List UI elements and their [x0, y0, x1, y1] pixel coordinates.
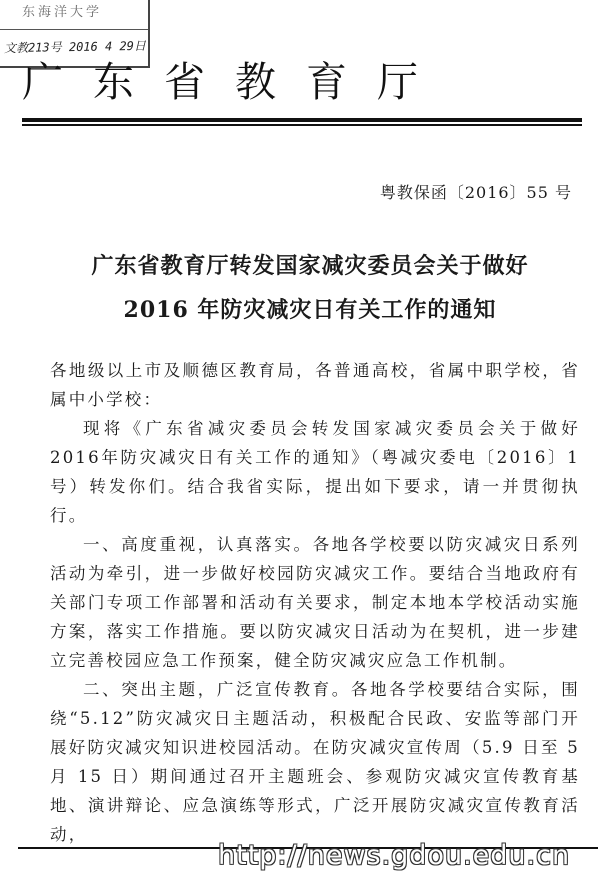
- header-rule-thick: [22, 118, 582, 122]
- paragraph-intro: 现将《广东省减灾委员会转发国家减灾委员会关于做好2016年防灾减灾日有关工作的通知》（粤减灾委电〔2016〕1 号）转发你们。结合我省实际，提出如下要求，请一并贯彻执行。: [50, 419, 580, 525]
- issuer-header: 广东省教育厅: [22, 58, 448, 106]
- title-line-1: 广东省教育厅转发国家减灾委员会关于做好: [91, 253, 529, 279]
- paragraph-item-2: 二、突出主题，广泛宣传教育。各地各学校要结合实际，围绕“5.12”防灾减灾日主题活动，积极配合民政、安监等部门开展好防灾减灾知识进校园活动。在防灾减灾宣传周（5.9 日至 5 月 15 日）期间通过召开主题班会、参观防灾减灾宣传教育基地、演讲辩论、应急演练等形式，广泛开展防灾减灾宣传教育活动，: [50, 680, 580, 844]
- document-body: [50, 356, 580, 849]
- addressee: 各地级以上市及顺德区教育局，各普通高校，省属中职学校，省属中小学校：: [50, 361, 580, 409]
- paragraph-item-1: 一、高度重视，认真落实。各地各学校要以防灾减灾日系列活动为牵引，进一步做好校园防灾减灾工作。要结合当地政府有关部门专项工作部署和活动有关要求，制定本地本学校活动实施方案，落实工作措施。要以防灾减灾日活动为在契机，进一步建立完善校园应急工作预案，健全防灾减灾应急工作机制。: [50, 535, 580, 670]
- stamp-organization: 东海洋大学: [0, 0, 148, 30]
- document-title: [40, 244, 580, 332]
- title-line-2: 2016 年防灾减灾日有关工作的通知: [123, 297, 497, 323]
- header-rule-thin: [22, 124, 582, 126]
- source-watermark: http://news.gdou.edu.cn: [218, 840, 571, 871]
- document-number: 粤教保函〔2016〕55 号: [379, 183, 572, 202]
- stamp-handwritten-entry: 文教213号 2016 4 29日: [3, 38, 147, 56]
